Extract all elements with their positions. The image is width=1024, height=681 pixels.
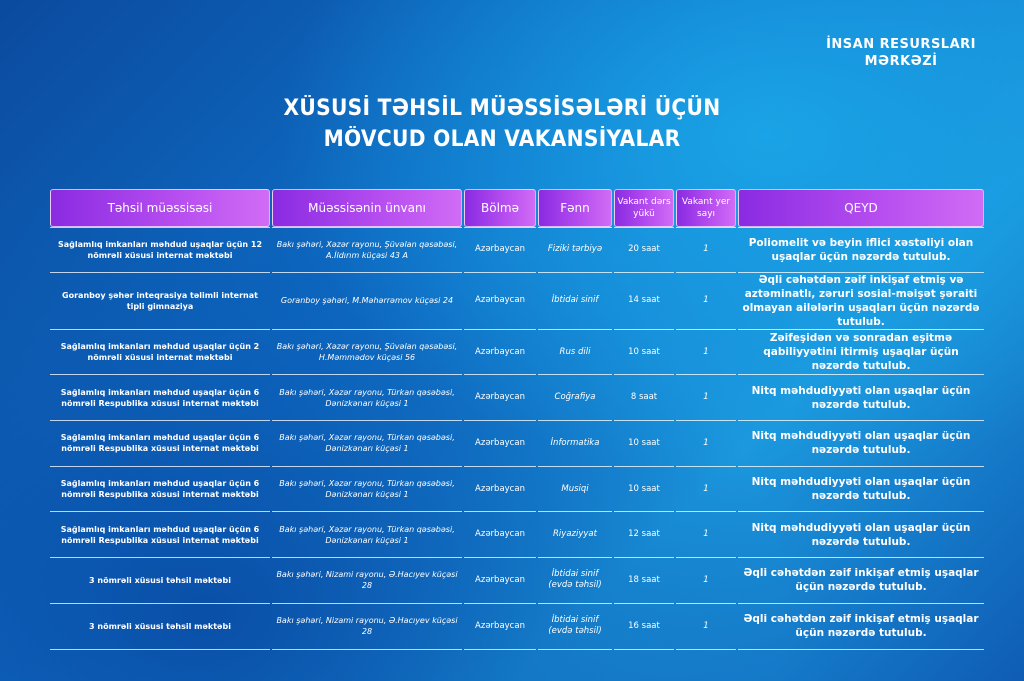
cell-institution: Sağlamlıq imkanları məhdud uşaqlar üçün 6 nömrəli Respublika xüsusi internat məktəbi bbox=[50, 375, 270, 421]
cell-subject: İbtidai sinif (evdə təhsil) bbox=[538, 604, 612, 650]
page-title bbox=[0, 93, 1004, 155]
cell-address: Bakı şəhəri, Xəzər rayonu, Şüvəlan qəsəbəsi, H.Məmmədov küçəsi 56 bbox=[272, 330, 462, 376]
cell-note: Əqli cəhətdən zəif inkişaf etmiş uşaqlar üçün nəzərdə tutulub. bbox=[738, 558, 984, 604]
header-section: Bölmə bbox=[464, 189, 536, 227]
cell-subject: Rus dili bbox=[538, 330, 612, 376]
page-title-line-1: XÜSUSİ TƏHSİL MÜƏSSİSƏLƏRİ ÜÇÜN bbox=[283, 96, 721, 121]
cell-section: Azərbaycan bbox=[464, 604, 536, 650]
table-header-row bbox=[50, 189, 984, 227]
cell-note: Əqli cəhətdən zəif inkişaf etmiş uşaqlar üçün nəzərdə tutulub. bbox=[738, 604, 984, 650]
cell-note: Nitq məhdudiyyəti olan uşaqlar üçün nəzərdə tutulub. bbox=[738, 375, 984, 421]
cell-load: 18 saat bbox=[614, 558, 674, 604]
logo-line-2: MƏRKƏZİ bbox=[864, 54, 938, 69]
cell-count: 1 bbox=[676, 330, 736, 376]
cell-institution: Goranboy şəhər inteqrasiya təlimli internat tipli gimnaziya bbox=[50, 273, 270, 330]
cell-address: Bakı şəhəri, Nizami rayonu, Ə.Hacıyev küçəsi 28 bbox=[272, 604, 462, 650]
cell-section: Azərbaycan bbox=[464, 467, 536, 513]
cell-note: Nitq məhdudiyyəti olan uşaqlar üçün nəzərdə tutulub. bbox=[738, 467, 984, 513]
cell-load: 16 saat bbox=[614, 604, 674, 650]
cell-subject: Fiziki tərbiyə bbox=[538, 227, 612, 273]
cell-address: Bakı şəhəri, Xəzər rayonu, Türkan qəsəbəsi, Dənizkənarı küçəsi 1 bbox=[272, 467, 462, 513]
table-row bbox=[50, 227, 984, 273]
cell-subject: Musiqi bbox=[538, 467, 612, 513]
cell-count: 1 bbox=[676, 512, 736, 558]
header-address: Müəssisənin ünvanı bbox=[272, 189, 462, 227]
header-institution: Təhsil müəssisəsi bbox=[50, 189, 270, 227]
header-vacant-count: Vakant yer sayı bbox=[676, 189, 736, 227]
table-row bbox=[50, 375, 984, 421]
table-row bbox=[50, 421, 984, 467]
cell-institution: 3 nömrəli xüsusi təhsil məktəbi bbox=[50, 604, 270, 650]
cell-count: 1 bbox=[676, 467, 736, 513]
table-row bbox=[50, 273, 984, 330]
table-row bbox=[50, 558, 984, 604]
cell-section: Azərbaycan bbox=[464, 273, 536, 330]
cell-address: Bakı şəhəri, Xəzər rayonu, Türkan qəsəbəsi, Dənizkənarı küçəsi 1 bbox=[272, 421, 462, 467]
table-row bbox=[50, 512, 984, 558]
cell-address: Bakı şəhəri, Xəzər rayonu, Türkan qəsəbəsi, Dənizkənarı küçəsi 1 bbox=[272, 375, 462, 421]
cell-load: 10 saat bbox=[614, 421, 674, 467]
table-row bbox=[50, 467, 984, 513]
cell-institution: Sağlamlıq imkanları məhdud uşaqlar üçün 6 nömrəli Respublika xüsusi internat məktəbi bbox=[50, 467, 270, 513]
table-row bbox=[50, 604, 984, 650]
cell-note: Əqli cəhətdən zəif inkişaf etmiş və aztəminatlı, zəruri sosial-məişət şəraiti olmayan ailələrin uşaqları üçün nəzərdə tutulub. bbox=[738, 273, 984, 330]
cell-address: Goranboy şəhəri, M.Məhərrəmov küçəsi 24 bbox=[272, 273, 462, 330]
cell-section: Azərbaycan bbox=[464, 375, 536, 421]
header-subject: Fənn bbox=[538, 189, 612, 227]
cell-address: Bakı şəhəri, Xəzər rayonu, Şüvəlan qəsəbəsi, A.İldırım küçəsi 43 A bbox=[272, 227, 462, 273]
cell-load: 10 saat bbox=[614, 467, 674, 513]
cell-institution: 3 nömrəli xüsusi təhsil məktəbi bbox=[50, 558, 270, 604]
cell-section: Azərbaycan bbox=[464, 512, 536, 558]
cell-load: 10 saat bbox=[614, 330, 674, 376]
cell-count: 1 bbox=[676, 604, 736, 650]
cell-load: 20 saat bbox=[614, 227, 674, 273]
cell-note: Nitq məhdudiyyəti olan uşaqlar üçün nəzərdə tutulub. bbox=[738, 421, 984, 467]
cell-institution: Sağlamlıq imkanları məhdud uşaqlar üçün 6 nömrəli Respublika xüsusi internat məktəbi bbox=[50, 421, 270, 467]
cell-load: 12 saat bbox=[614, 512, 674, 558]
vacancy-table bbox=[48, 189, 986, 650]
cell-subject: İnformatika bbox=[538, 421, 612, 467]
header-vacant-load: Vakant dərs yükü bbox=[614, 189, 674, 227]
cell-section: Azərbaycan bbox=[464, 227, 536, 273]
cell-institution: Sağlamlıq imkanları məhdud uşaqlar üçün 6 nömrəli Respublika xüsusi internat məktəbi bbox=[50, 512, 270, 558]
cell-section: Azərbaycan bbox=[464, 330, 536, 376]
cell-count: 1 bbox=[676, 421, 736, 467]
cell-subject: İbtidai sinif bbox=[538, 273, 612, 330]
cell-count: 1 bbox=[676, 558, 736, 604]
cell-load: 14 saat bbox=[614, 273, 674, 330]
header-note: QEYD bbox=[738, 189, 984, 227]
cell-note: Nitq məhdudiyyəti olan uşaqlar üçün nəzərdə tutulub. bbox=[738, 512, 984, 558]
cell-load: 8 saat bbox=[614, 375, 674, 421]
logo bbox=[826, 36, 976, 70]
cell-count: 1 bbox=[676, 273, 736, 330]
cell-subject: İbtidai sinif (evdə təhsil) bbox=[538, 558, 612, 604]
cell-address: Bakı şəhəri, Xəzər rayonu, Türkan qəsəbəsi, Dənizkənarı küçəsi 1 bbox=[272, 512, 462, 558]
table-row bbox=[50, 330, 984, 376]
cell-count: 1 bbox=[676, 375, 736, 421]
cell-institution: Sağlamlıq imkanları məhdud uşaqlar üçün 12 nömrəli xüsusi internat məktəbi bbox=[50, 227, 270, 273]
cell-note: Poliomelit və beyin iflici xəstəliyi olan uşaqlar üçün nəzərdə tutulub. bbox=[738, 227, 984, 273]
cell-subject: Coğrafiya bbox=[538, 375, 612, 421]
cell-institution: Sağlamlıq imkanları məhdud uşaqlar üçün 2 nömrəli xüsusi internat məktəbi bbox=[50, 330, 270, 376]
cell-subject: Riyaziyyat bbox=[538, 512, 612, 558]
cell-section: Azərbaycan bbox=[464, 421, 536, 467]
page-title-line-2: MÖVCUD OLAN VAKANSİYALAR bbox=[323, 127, 681, 152]
cell-section: Azərbaycan bbox=[464, 558, 536, 604]
logo-line-1: İNSAN RESURSLARI bbox=[826, 37, 976, 52]
cell-note: Zəifeşidən və sonradan eşitmə qabiliyyətini itirmiş uşaqlar üçün nəzərdə tutulub. bbox=[738, 330, 984, 376]
cell-count: 1 bbox=[676, 227, 736, 273]
cell-address: Bakı şəhəri, Nizami rayonu, Ə.Hacıyev küçəsi 28 bbox=[272, 558, 462, 604]
